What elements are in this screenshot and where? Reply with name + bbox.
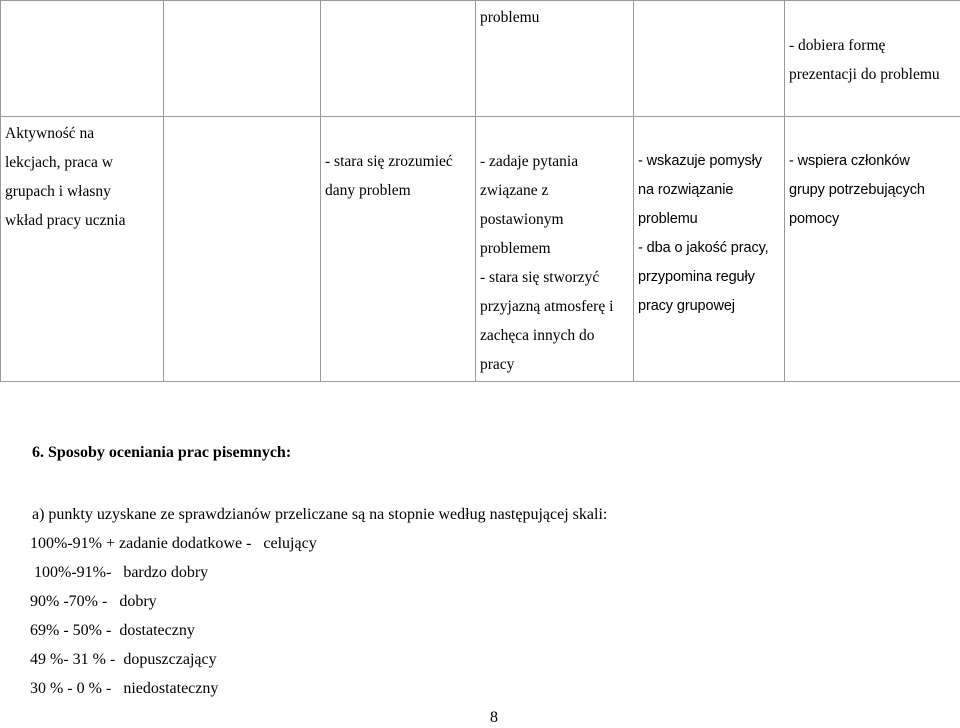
cell-text: problemu xyxy=(480,9,540,26)
list-item: 30 % - 0 % - niedostateczny xyxy=(30,680,219,697)
section-intro: a) punkty uzyskane ze sprawdzianów przeliczane są na stopnie według następującej skali: xyxy=(32,506,608,523)
cell-text: Aktywność na lekcjach, praca w grupach i własny wkład pracy ucznia xyxy=(5,125,126,229)
list-item: 100%-91%- bardzo dobry xyxy=(30,564,209,581)
cell-text: - stara się zrozumieć dany problem xyxy=(325,153,453,199)
list-item: 69% - 50% - dostateczny xyxy=(30,622,195,639)
cell-text: - wskazuje pomysły na rozwiązanie problemu - dba o jakość pracy, przypomina reguły pracy grupowej xyxy=(638,153,769,314)
page-number: 8 xyxy=(490,709,498,726)
cell-text: - zadaje pytania związane z postawionym problemem - stara się stworzyć przyjazną atmosferę i zachęca innych do pracy xyxy=(480,153,614,373)
list-item: 100%-91% + zadanie dodatkowe - celujący xyxy=(30,535,317,552)
list-item: 49 %- 31 % - dopuszczający xyxy=(30,651,217,668)
cell-text: - dobiera formę prezentacji do problemu xyxy=(789,37,940,83)
list-item: 90% -70% - dobry xyxy=(30,593,157,610)
cell-text: - wspiera członków grupy potrzebujących pomocy xyxy=(789,153,925,227)
grade-scale-list xyxy=(30,529,317,703)
section-heading: 6. Sposoby oceniania prac pisemnych: xyxy=(32,444,292,461)
